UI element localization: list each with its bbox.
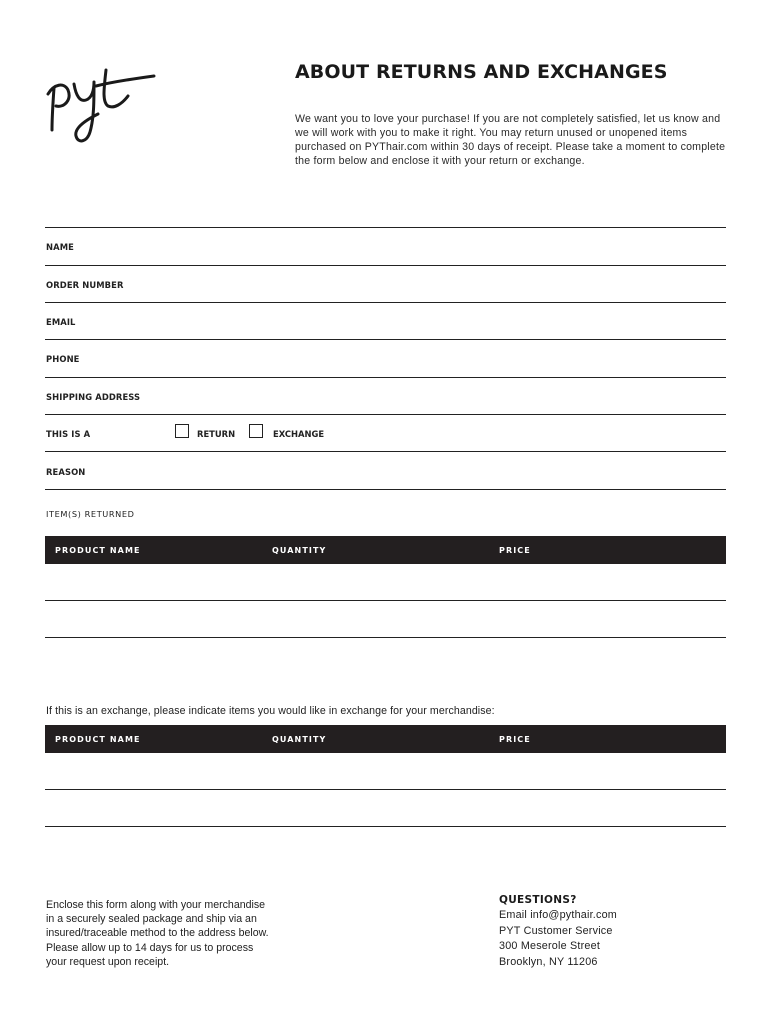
exchange-instructions: If this is an exchange, please indicate items you would like in exchange for your merchandise: [46,705,495,717]
exchange-option-label: EXCHANGE [273,429,325,439]
shipping-address-field-line[interactable] [45,414,726,415]
phone-field-line[interactable] [45,377,726,378]
column-header-quantity: QUANTITY [272,735,327,744]
column-header-quantity: QUANTITY [272,546,327,555]
return-checkbox[interactable] [175,424,189,438]
pyt-logo [44,62,162,154]
reason-label: REASON [46,467,86,477]
exchange-item-row-line[interactable] [45,826,726,827]
returned-item-row-line[interactable] [45,600,726,601]
exchange-checkbox[interactable] [249,424,263,438]
contact-city: Brooklyn, NY 11206 [499,955,598,968]
return-option-label: RETURN [197,429,236,439]
email-field-line[interactable] [45,339,726,340]
items-returned-label: ITEM(S) RETURNED [46,509,135,519]
returned-items-table-header [45,536,726,564]
field-line [45,227,726,228]
page-title: ABOUT RETURNS AND EXCHANGES [295,61,668,83]
column-header-price: PRICE [499,735,531,744]
contact-block [499,894,617,970]
shipping-instructions: Enclose this form along with your merchandise in a securely sealed package and ship via an insured/traceable method to the address below. Please allow up to 14 days for us to process your request upon receipt. [46,899,269,968]
phone-label: PHONE [46,354,80,364]
contact-street: 300 Meserole Street [499,940,601,953]
shipping-address-label: SHIPPING ADDRESS [46,392,141,402]
column-header-product-name: PRODUCT NAME [55,735,141,744]
intro-paragraph: We want you to love your purchase! If you are not completely satisfied, let us know and we will work with you to make it right. You may return unused or unopened items purchased on PYThair.com within 30 days of receipt. Please take a moment to complete the form below and enclose it with your return or exchange. [295,113,726,167]
name-label: NAME [46,242,74,252]
returned-item-row-line[interactable] [45,637,726,638]
column-header-price: PRICE [499,546,531,555]
order-number-field-line[interactable] [45,302,726,303]
exchange-item-row-line[interactable] [45,789,726,790]
column-header-product-name: PRODUCT NAME [55,546,141,555]
exchange-items-table-header [45,725,726,753]
request-type-line [45,451,726,452]
reason-field-line[interactable] [45,489,726,490]
name-field-line[interactable] [45,265,726,266]
questions-heading: QUESTIONS? [499,894,577,906]
order-number-label: ORDER NUMBER [46,280,124,290]
contact-company: PYT Customer Service [499,924,613,937]
email-label: EMAIL [46,317,76,327]
contact-email: Email info@pythair.com [499,909,617,921]
request-type-label: THIS IS A [46,429,91,439]
